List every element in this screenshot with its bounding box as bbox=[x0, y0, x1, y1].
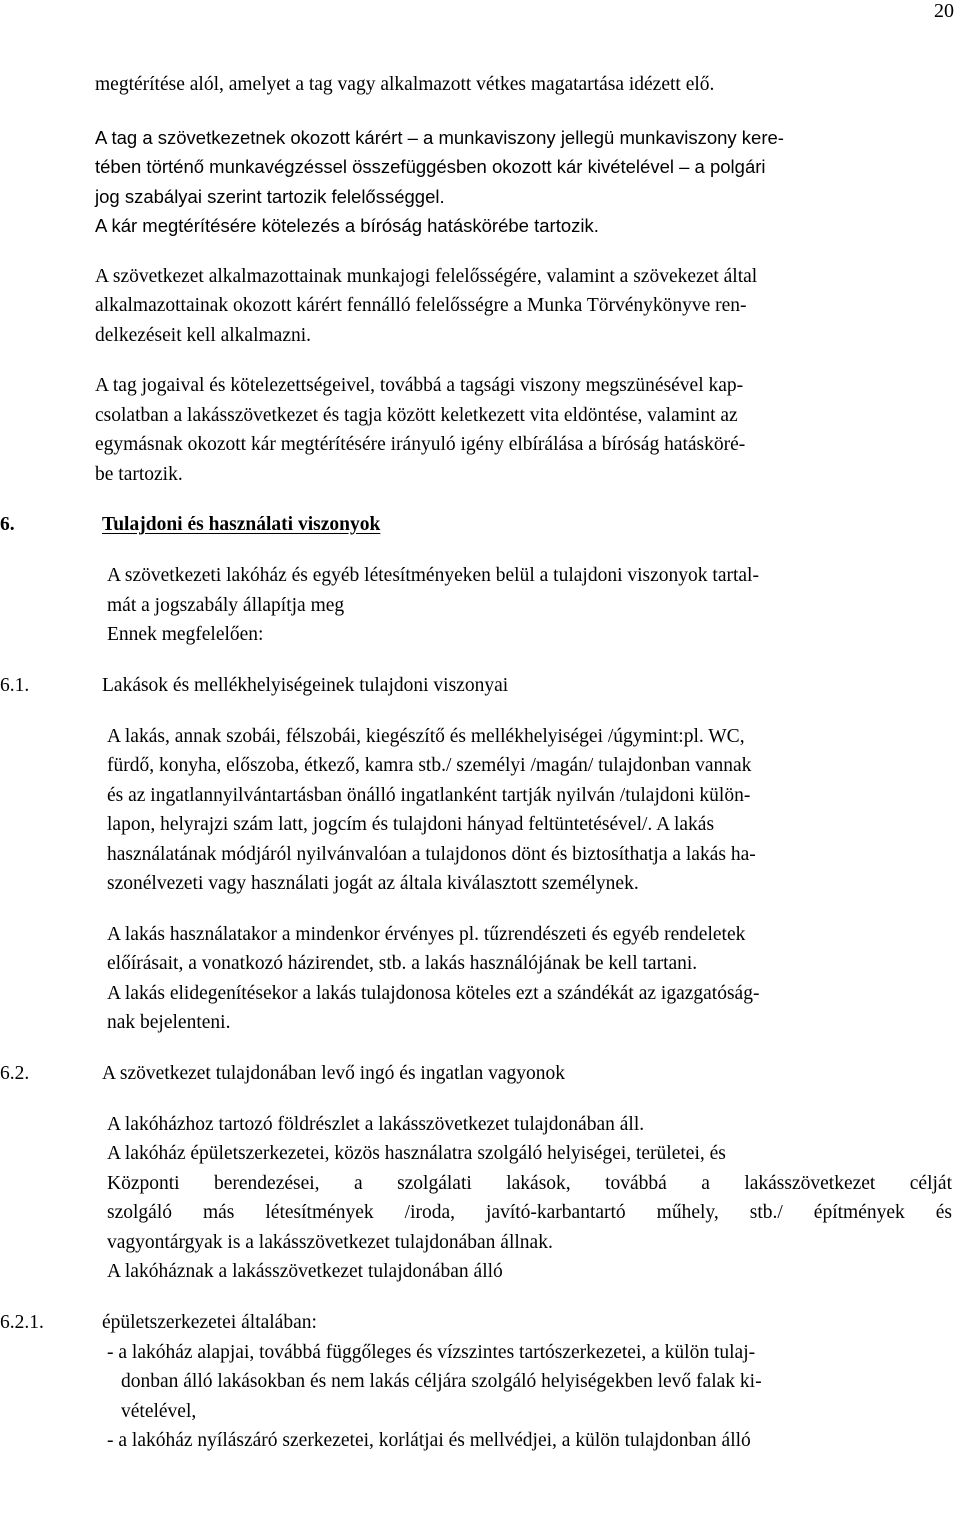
text-line: használatának módjáról nyilvánvalóan a tulajdonos dönt és biztosíthatja a lakás ha- bbox=[107, 843, 756, 865]
section-title: Lakások és mellékhelyiségeinek tulajdoni viszonyai bbox=[102, 674, 509, 696]
text-line: donban álló lakásokban és nem lakás céljára szolgáló helyiségekben levő falak ki- bbox=[121, 1371, 762, 1392]
text-line: és az ingatlannyilvántartásban önálló ingatlanként tartják nyilván /tulajdoni külön- bbox=[107, 784, 751, 806]
text-line: A lakóháznak a lakásszövetkezet tulajdonában álló bbox=[107, 1261, 503, 1282]
section-title: épületszerkezetei általában: bbox=[102, 1311, 317, 1333]
section-number: 6.2. bbox=[0, 1062, 30, 1084]
text-line: előírásait, a vonatkozó házirendet, stb. a lakás használójának be kell tartani. bbox=[107, 953, 698, 974]
text-line: jog szabályai szerint tartozik felelősséggel. bbox=[95, 185, 445, 207]
text-line: A szövetkezeti lakóház és egyéb létesítményeken belül a tulajdoni viszonyok tartal- bbox=[107, 565, 759, 586]
section-6-2-1-heading bbox=[0, 1308, 960, 1338]
text-line: lapon, helyrajzi szám latt, jogcím és tulajdoni hányad feltüntetésével/. A lakás bbox=[107, 814, 715, 835]
text-line: mát a jogszabály állapítja meg bbox=[107, 594, 345, 616]
text-line: - a lakóház nyílászáró szerkezetei, korlátjai és mellvédjei, a külön tulajdonban álló bbox=[107, 1430, 751, 1451]
text-line: A lakóházhoz tartozó földrészlet a lakásszövetkezet tulajdonában áll. bbox=[107, 1113, 645, 1135]
text-line: Ennek megfelelően: bbox=[107, 624, 264, 645]
text-line: A lakás használatakor a mindenkor érvényes pl. tűzrendészeti és egyéb rendeletek bbox=[107, 923, 746, 945]
list-item bbox=[0, 1426, 960, 1456]
page-number: 20 bbox=[934, 0, 954, 22]
text-line: vagyontárgyak is a lakásszövetkezet tulajdonában állnak. bbox=[107, 1231, 553, 1253]
section-6-2-paragraph bbox=[0, 1110, 960, 1287]
text-line: - a lakóház alapjai, továbbá függőleges és vízszintes tartószerkezetei, a külön tulaj- bbox=[107, 1341, 756, 1363]
text-line: A lakás, annak szobái, félszobái, kiegészítő és mellékhelyiségei /úgymint:pl. WC, bbox=[107, 725, 745, 747]
section-6-1-heading bbox=[0, 671, 960, 701]
text-line: egymásnak okozott kár megtérítésére irányuló igény elbírálása a bíróság hatásköré- bbox=[95, 434, 746, 455]
text-line: tében történő munkavégzéssel összefüggésben okozott kár kivételével – a polgári bbox=[95, 156, 766, 177]
text-line: be tartozik. bbox=[95, 463, 183, 485]
text-line: Központi berendezései, a szolgálati lakások, továbbá a lakásszövetkezet célját bbox=[107, 1172, 952, 1194]
text-line: alkalmazottainak okozott kárért fennálló felelősségre a Munka Törvénykönyve ren- bbox=[95, 295, 747, 316]
document-body bbox=[0, 70, 960, 1456]
section-6-intro bbox=[0, 561, 960, 650]
text-line: fürdő, konyha, előszoba, étkező, kamra stb./ személyi /magán/ tulajdonban vannak bbox=[107, 755, 752, 776]
text-line: A tag a szövetkezetnek okozott kárért – a munkaviszony jellegü munkaviszony kere- bbox=[95, 126, 784, 148]
section-number: 6. bbox=[0, 514, 15, 535]
text-line: A szövetkezet alkalmazottainak munkajogi felelősségére, valamint a szövekezet által bbox=[95, 265, 758, 287]
section-6-1-paragraph-ownership bbox=[0, 722, 960, 899]
paragraph-member-damage bbox=[0, 123, 960, 241]
section-6-heading bbox=[0, 510, 960, 540]
section-6-2-heading bbox=[0, 1059, 960, 1089]
text-line: csolatban a lakásszövetkezet és tagja között keletkezett vita eldöntése, valamint az bbox=[95, 404, 738, 426]
section-6-1-paragraph-usage bbox=[0, 920, 960, 1038]
section-number: 6.1. bbox=[0, 674, 30, 696]
section-title: Tulajdoni és használati viszonyok bbox=[102, 514, 381, 535]
section-number: 6.2.1. bbox=[0, 1311, 44, 1333]
list-item bbox=[0, 1338, 960, 1427]
text-line: A tag jogaival és kötelezettségeivel, továbbá a tagsági viszony megszünésével kap- bbox=[95, 375, 744, 396]
text-line: szolgáló más létesítmények /iroda, javító-karbantartó műhely, stb./ építmények és bbox=[107, 1202, 952, 1223]
text-line: delkezéseit kell alkalmazni. bbox=[95, 324, 312, 346]
text-line: vételével, bbox=[121, 1400, 197, 1422]
paragraph-employee-liability bbox=[0, 262, 960, 351]
section-title: A szövetkezet tulajdonában levő ingó és ingatlan vagyonok bbox=[102, 1062, 566, 1084]
paragraph-liability-end: megtérítése alól, amelyet a tag vagy alkalmazott vétkes magatartása idézett elő. bbox=[95, 74, 715, 95]
text-line: szonélvezeti vagy használati jogát az általa kiválasztott személynek. bbox=[107, 873, 639, 894]
text-line: A kár megtérítésére kötelezés a bíróság hatáskörébe tartozik. bbox=[95, 215, 599, 236]
text-line: A lakóház épületszerkezetei, közös használatra szolgáló helyiségei, területei, és bbox=[107, 1143, 726, 1164]
text-line: A lakás elidegenítésekor a lakás tulajdonosa köteles ezt a szándékát az igazgatóság- bbox=[107, 982, 760, 1004]
text-line: nak bejelenteni. bbox=[107, 1012, 231, 1033]
paragraph-disputes bbox=[0, 371, 960, 489]
